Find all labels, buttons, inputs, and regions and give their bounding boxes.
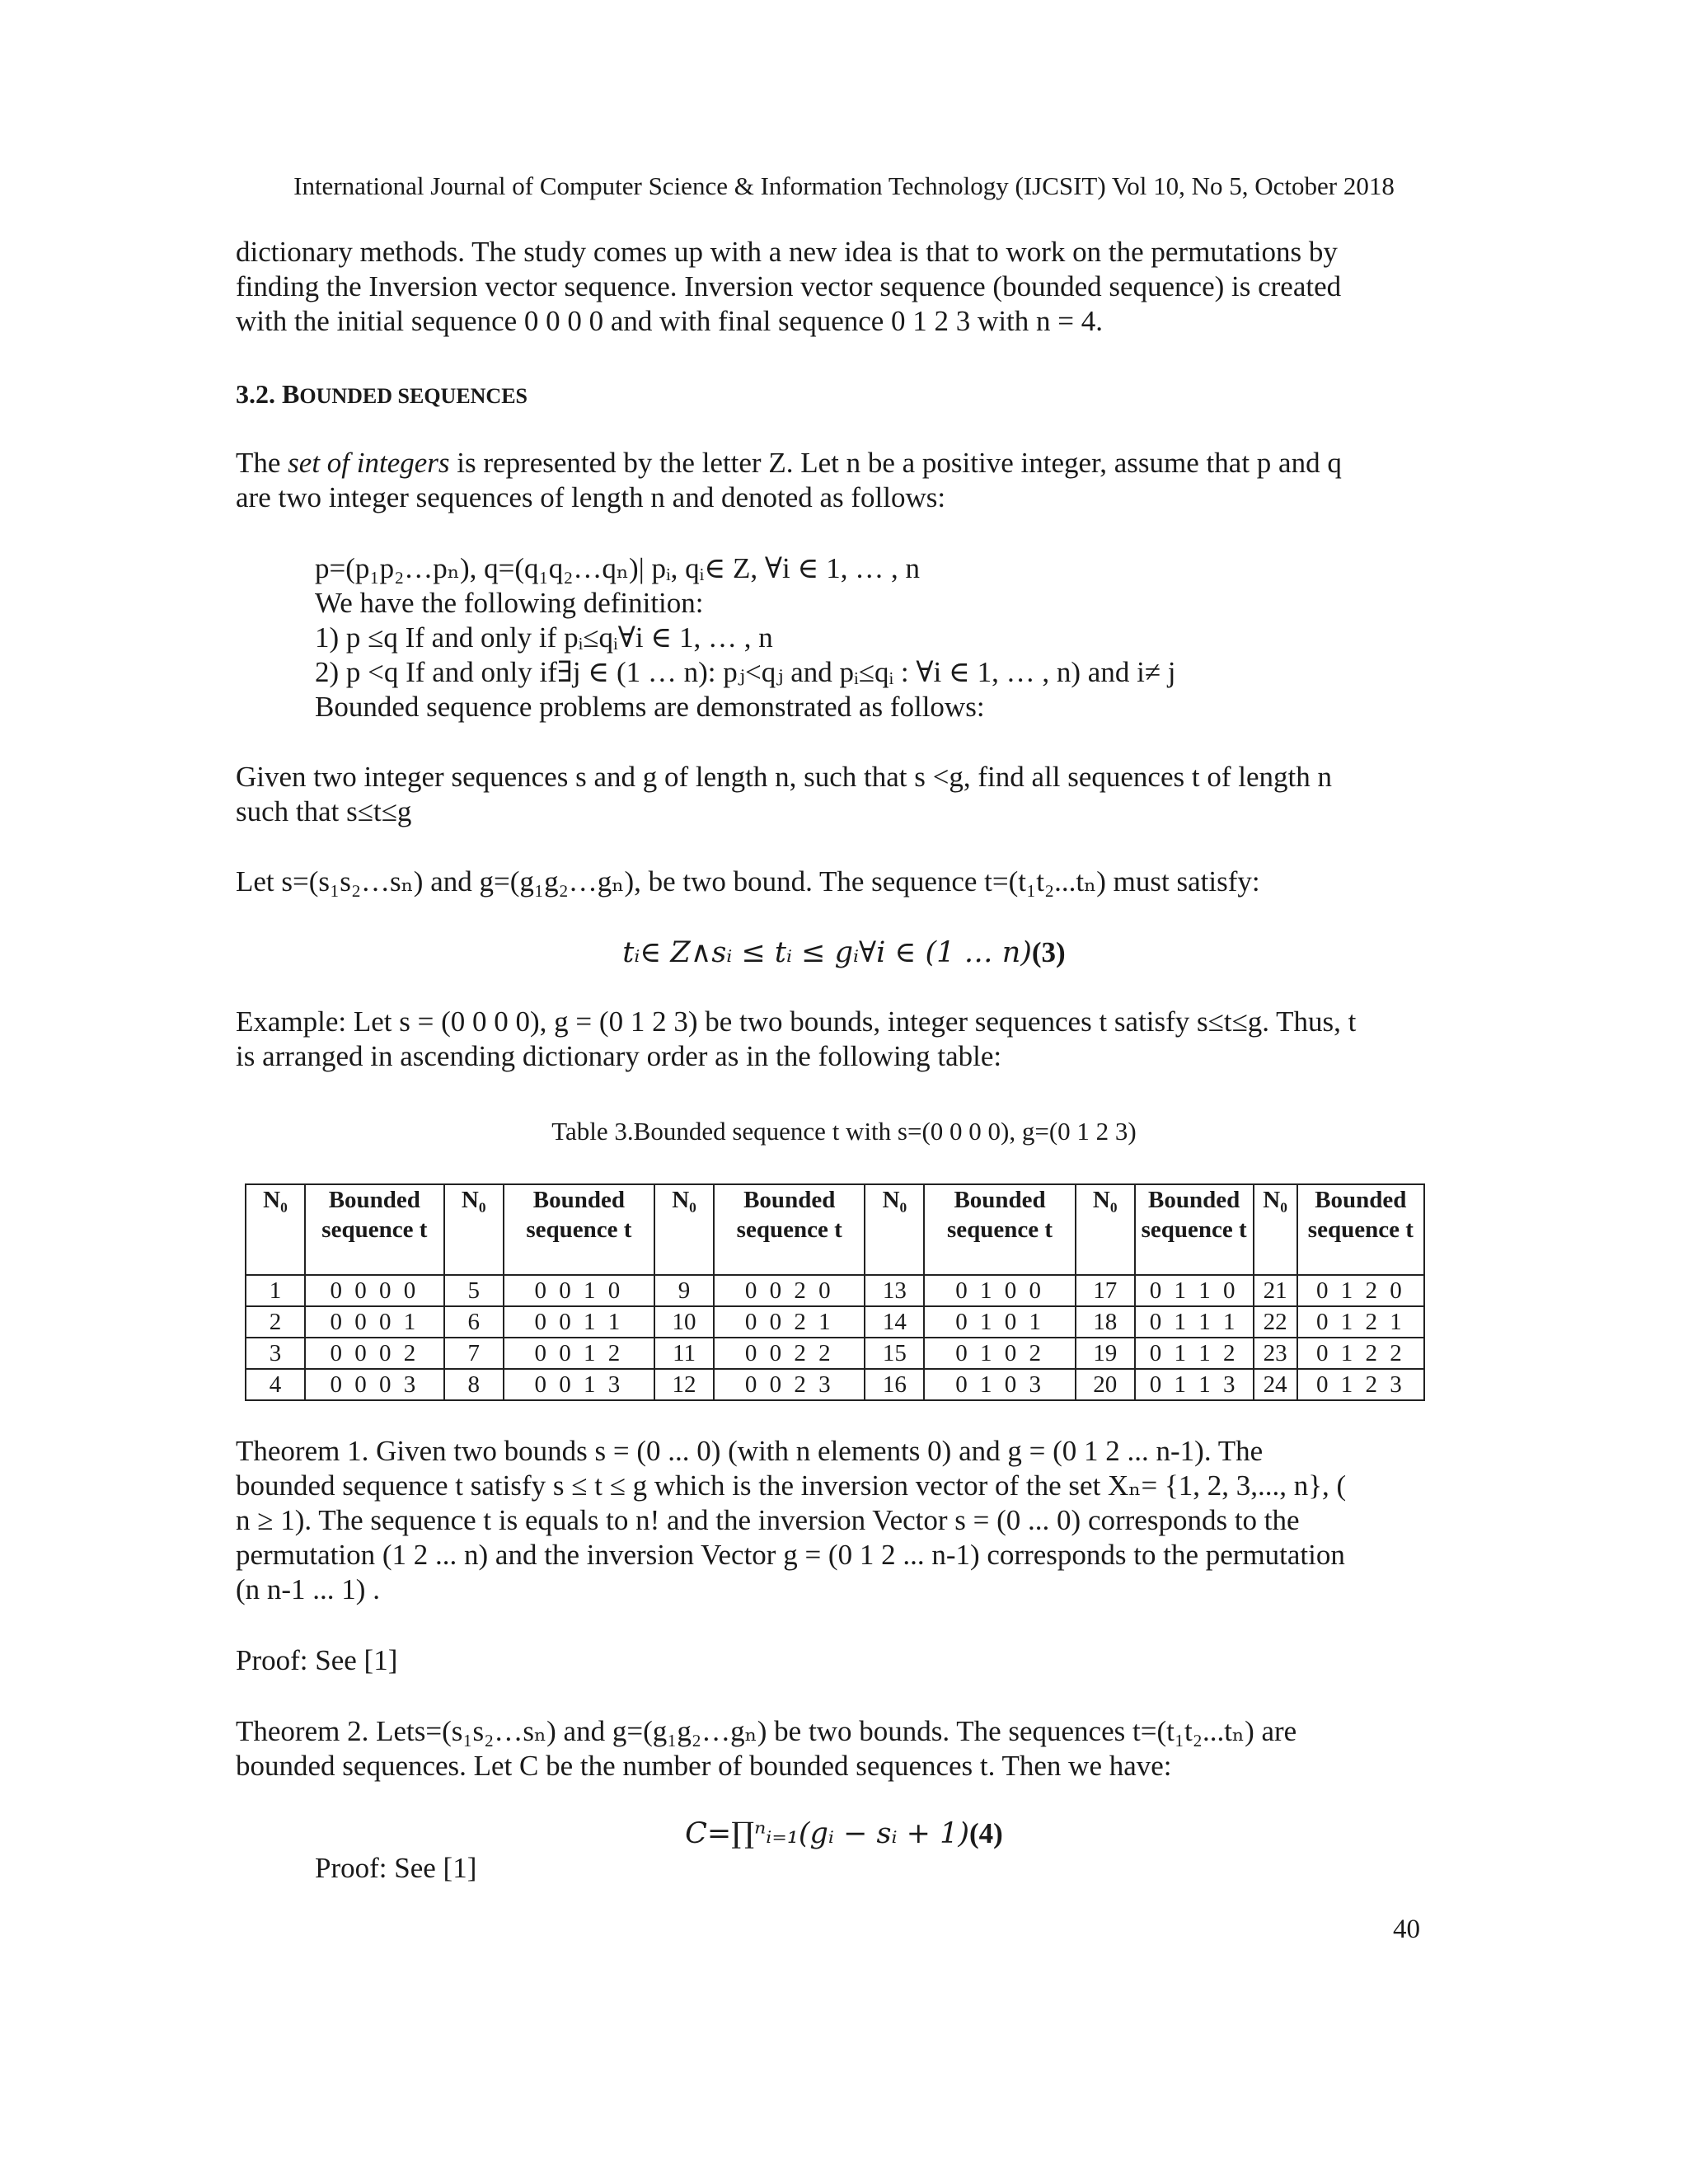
col-header-sequence: Bounded sequence t (1135, 1184, 1254, 1275)
proof-2: Proof: See [1] (315, 1852, 477, 1884)
table-cell: 0 0 1 1 (504, 1306, 654, 1338)
italic-term: set of integers (288, 447, 450, 479)
example-paragraph (236, 1005, 1432, 1074)
table-cell: 18 (1076, 1306, 1135, 1338)
col-header-sequence: Bounded sequence t (305, 1184, 444, 1275)
definition-outro: Bounded sequence problems are demonstrated as follows: (315, 691, 985, 723)
table-cell: 0 0 2 2 (714, 1338, 865, 1369)
text: (n n-1 ... 1) . (236, 1573, 380, 1605)
text: Given two integer sequences s and g of length n, such that s <g, find all sequences t of length n (236, 761, 1332, 793)
definition-1: 1) p ≤q If and only if pᵢ≤qᵢ∀i ∈ 1, … , n (315, 621, 773, 654)
table-cell: 16 (865, 1369, 924, 1400)
table-row (246, 1306, 1424, 1338)
text: bounded sequences. Let C be the number of bounded sequences t. Then we have: (236, 1750, 1172, 1782)
table-cell: 0 0 0 0 (305, 1275, 444, 1306)
table-cell: 0 0 1 2 (504, 1338, 654, 1369)
col-header-no: N₀ (654, 1184, 714, 1275)
table-cell: 1 (246, 1275, 305, 1306)
table-cell: 0 0 2 3 (714, 1369, 865, 1400)
table-cell: 20 (1076, 1369, 1135, 1400)
table-row (246, 1369, 1424, 1400)
equation-3 (0, 936, 1688, 969)
equation-body: C=∏ⁿᵢ₌₁(gᵢ − sᵢ + 1) (685, 1817, 970, 1850)
table-cell: 15 (865, 1338, 924, 1369)
col-header-no: N₀ (1254, 1184, 1297, 1275)
col-header-sequence: Bounded sequence t (714, 1184, 865, 1275)
table-cell: 23 (1254, 1338, 1297, 1369)
text: Example: Let s = (0 0 0 0), g = (0 1 2 3) be two bounds, integer sequences t satisfy s≤t≤g. Thus, t (236, 1005, 1357, 1038)
equation-label: (3) (1031, 936, 1066, 968)
table-cell: 0 1 0 0 (924, 1275, 1075, 1306)
table-cell: 12 (654, 1369, 714, 1400)
table-cell: 22 (1254, 1306, 1297, 1338)
table-cell: 0 1 0 1 (924, 1306, 1075, 1338)
table-cell: 0 0 1 0 (504, 1275, 654, 1306)
table-cell: 0 0 2 1 (714, 1306, 865, 1338)
equation-4 (0, 1817, 1688, 1850)
section-heading (236, 379, 528, 410)
section-title-rest: OUNDED SEQUENCES (299, 384, 528, 408)
table-cell: 6 (444, 1306, 504, 1338)
table-cell: 0 1 1 2 (1135, 1338, 1254, 1369)
table-caption: Table 3.Bounded sequence t with s=(0 0 0 0), g=(0 1 2 3) (551, 1117, 1137, 1146)
intro-line: dictionary methods. The study comes up with a new idea is that to work on the permutations by (236, 236, 1338, 268)
col-header-no: N₀ (1076, 1184, 1135, 1275)
text: Theorem 2. Lets=(s₁s₂…sₙ) and g=(g₁g₂…gₙ) be two bounds. The sequences t=(t₁t₂...tₙ) are (236, 1715, 1297, 1747)
table-cell: 13 (865, 1275, 924, 1306)
page-number: 40 (1393, 1915, 1420, 1944)
table-cell: 2 (246, 1306, 305, 1338)
text: such that s≤t≤g (236, 795, 412, 827)
equation-body: tᵢ∈ Z∧sᵢ ≤ tᵢ ≤ gᵢ∀i ∈ (1 … n) (622, 936, 1032, 969)
table-cell: 0 1 1 3 (1135, 1369, 1254, 1400)
section-first-letter: B (282, 379, 300, 409)
table-cell: 10 (654, 1306, 714, 1338)
theorem-1 (236, 1434, 1432, 1607)
table-cell: 0 1 2 1 (1297, 1306, 1424, 1338)
table-cell: 0 1 2 2 (1297, 1338, 1424, 1369)
definitions-block (315, 551, 1432, 724)
let-bound-paragraph: Let s=(s₁s₂…sₙ) and g=(g₁g₂…gₙ), be two bound. The sequence t=(t₁t₂...tₙ) must satisfy: (236, 865, 1260, 898)
table-cell: 0 1 0 2 (924, 1338, 1075, 1369)
theorem-2 (236, 1714, 1432, 1783)
table-cell: 0 0 0 2 (305, 1338, 444, 1369)
table-cell: 11 (654, 1338, 714, 1369)
bounded-sequence-table (245, 1183, 1425, 1401)
table-cell: 5 (444, 1275, 504, 1306)
table-cell: 24 (1254, 1369, 1297, 1400)
col-header-sequence: Bounded sequence t (924, 1184, 1075, 1275)
set-of-integers-paragraph (236, 446, 1432, 515)
table-row (246, 1275, 1424, 1306)
table-cell: 7 (444, 1338, 504, 1369)
table-cell: 0 0 2 0 (714, 1275, 865, 1306)
col-header-sequence: Bounded sequence t (504, 1184, 654, 1275)
table-cell: 0 1 1 1 (1135, 1306, 1254, 1338)
text: The (236, 447, 288, 479)
col-header-no: N₀ (246, 1184, 305, 1275)
table-cell: 0 0 0 3 (305, 1369, 444, 1400)
definition-2: 2) p <q If and only if∃j ∈ (1 … n): pⱼ<qⱼ and pᵢ≤qᵢ : ∀i ∈ 1, … , n) and i≠ j (315, 656, 1176, 688)
table-cell: 14 (865, 1306, 924, 1338)
table-cell: 8 (444, 1369, 504, 1400)
equation-label: (4) (969, 1817, 1003, 1849)
text: is arranged in ascending dictionary order as in the following table: (236, 1040, 1002, 1072)
table-cell: 21 (1254, 1275, 1297, 1306)
table-cell: 0 1 0 3 (924, 1369, 1075, 1400)
text: Theorem 1. Given two bounds s = (0 ... 0) (with n elements 0) and g = (0 1 2 ... n-1). The (236, 1435, 1264, 1467)
text: bounded sequence t satisfy s ≤ t ≤ g which is the inversion vector of the set Xₙ= {1, 2, 3,..., n}, ( (236, 1469, 1347, 1502)
intro-paragraph (236, 235, 1432, 339)
table-cell: 9 (654, 1275, 714, 1306)
col-header-no: N₀ (444, 1184, 504, 1275)
table-header-row (246, 1184, 1424, 1275)
text: is represented by the letter Z. Let n be a positive integer, assume that p and q (449, 447, 1342, 479)
table-cell: 17 (1076, 1275, 1135, 1306)
table-row (246, 1338, 1424, 1369)
running-header: International Journal of Computer Science & Information Technology (IJCSIT) Vol 10, No 5, October 2018 (293, 171, 1395, 200)
table-cell: 3 (246, 1338, 305, 1369)
table-cell: 19 (1076, 1338, 1135, 1369)
intro-line: with the initial sequence 0 0 0 0 and with final sequence 0 1 2 3 with n = 4. (236, 305, 1104, 337)
col-header-sequence: Bounded sequence t (1297, 1184, 1424, 1275)
pq-definition: p=(p₁p₂…pₙ), q=(q₁q₂…qₙ)| pᵢ, qᵢ∈ Z, ∀i ∈ 1, … , n (315, 552, 920, 584)
table-cell: 4 (246, 1369, 305, 1400)
definition-intro: We have the following definition: (315, 587, 704, 619)
text: permutation (1 2 ... n) and the inversion Vector g = (0 1 2 ... n-1) corresponds to the permutation (236, 1539, 1345, 1571)
given-paragraph (236, 760, 1432, 829)
table-cell: 0 0 1 3 (504, 1369, 654, 1400)
intro-line: finding the Inversion vector sequence. Inversion vector sequence (bounded sequence) is created (236, 270, 1342, 302)
text: are two integer sequences of length n and denoted as follows: (236, 481, 946, 513)
table-cell: 0 0 0 1 (305, 1306, 444, 1338)
col-header-no: N₀ (865, 1184, 924, 1275)
table-cell: 0 1 1 0 (1135, 1275, 1254, 1306)
table-cell: 0 1 2 0 (1297, 1275, 1424, 1306)
proof-1: Proof: See [1] (236, 1644, 398, 1676)
table-cell: 0 1 2 3 (1297, 1369, 1424, 1400)
text: n ≥ 1). The sequence t is equals to n! and the inversion Vector s = (0 ... 0) corresponds to the (236, 1504, 1300, 1536)
section-number: 3.2. (236, 379, 275, 409)
